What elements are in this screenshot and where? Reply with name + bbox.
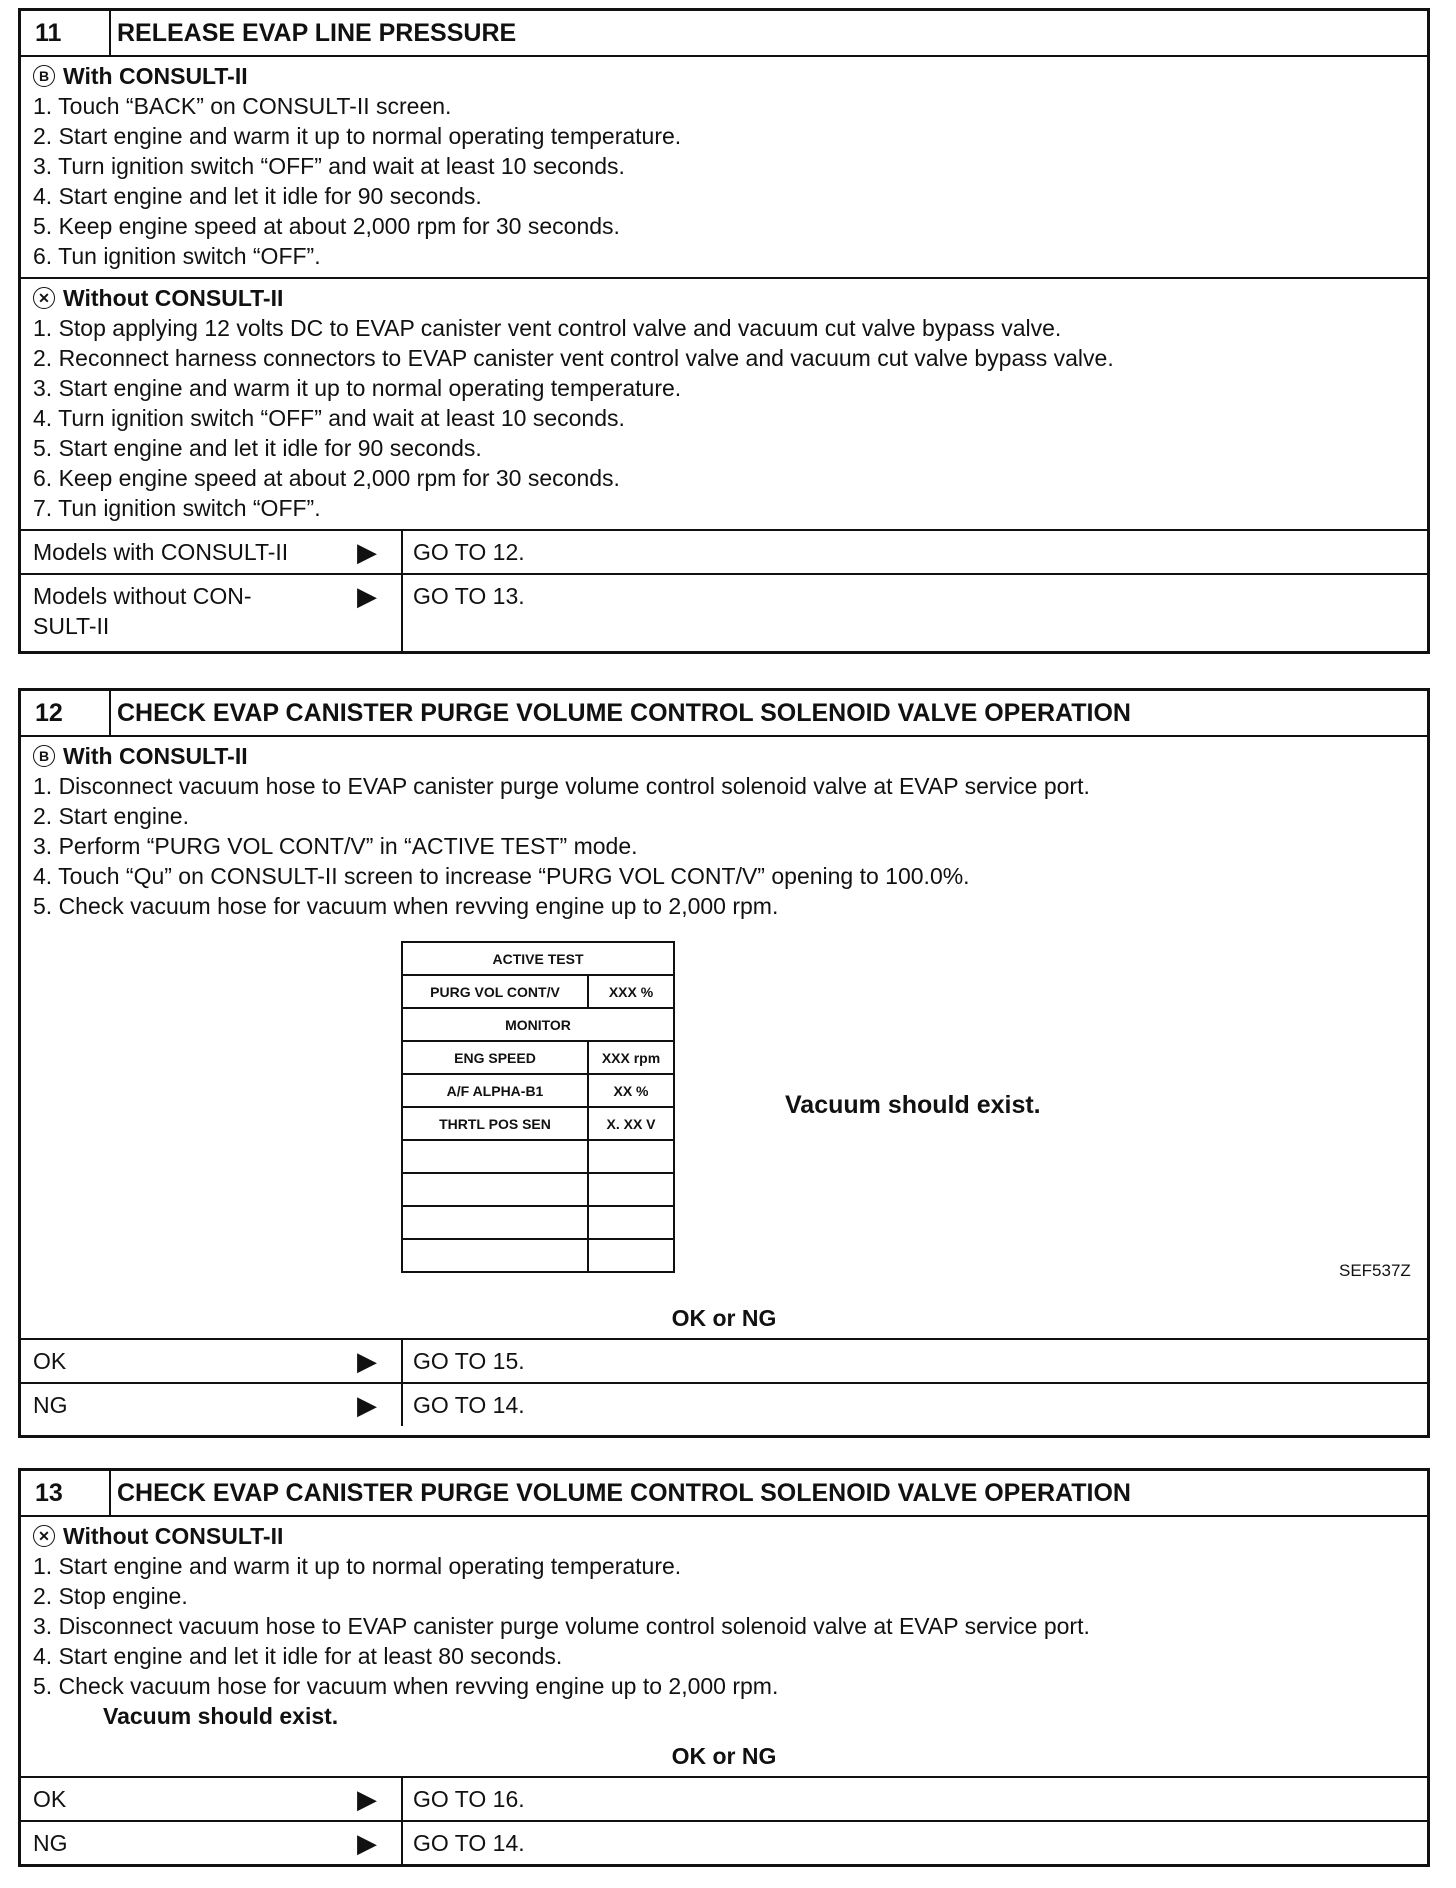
no-tool-icon: ✕ — [33, 1525, 55, 1547]
empty-cell — [588, 1239, 674, 1272]
section-heading-text: With CONSULT-II — [63, 63, 248, 89]
without-consult-section — [21, 277, 1427, 529]
step-title: CHECK EVAP CANISTER PURGE VOLUME CONTROL SOLENOID VALVE OPERATION — [117, 698, 1131, 727]
step-title: CHECK EVAP CANISTER PURGE VOLUME CONTROL SOLENOID VALVE OPERATION — [117, 1478, 1131, 1507]
step-item: 5. Keep engine speed at about 2,000 rpm for 30 seconds. — [33, 213, 620, 239]
step-13-block — [18, 1468, 1430, 1867]
purg-vol-value: XXX % — [588, 975, 674, 1008]
result-action: GO TO 12. — [413, 539, 525, 565]
active-test-label: ACTIVE TEST — [402, 942, 674, 975]
empty-cell — [402, 1173, 588, 1206]
section-heading-text: Without CONSULT-II — [63, 1523, 284, 1549]
step-number: 11 — [21, 11, 111, 55]
result-row — [21, 1338, 1427, 1382]
step-number: 13 — [21, 1471, 111, 1515]
step-item: 1. Disconnect vacuum hose to EVAP canister purge volume control solenoid valve at EVAP service port. — [33, 773, 1090, 799]
step-item: 6. Keep engine speed at about 2,000 rpm for 30 seconds. — [33, 465, 620, 491]
result-row — [21, 1820, 1427, 1864]
monitor-item-value: XXX rpm — [588, 1041, 674, 1074]
step-item: 1. Touch “BACK” on CONSULT-II screen. — [33, 93, 452, 119]
result-action: GO TO 15. — [413, 1348, 525, 1374]
step-item: 4. Touch “Qu” on CONSULT-II screen to increase “PURG VOL CONT/V” opening to 100.0%. — [33, 863, 970, 889]
step-item: 3. Turn ignition switch “OFF” and wait at least 10 seconds. — [33, 153, 625, 179]
empty-cell — [402, 1239, 588, 1272]
section-heading-text: With CONSULT-II — [63, 743, 248, 769]
figure-code: SEF537Z — [1339, 1261, 1411, 1280]
step-item: 4. Start engine and let it idle for 90 seconds. — [33, 183, 482, 209]
step-item: 3. Perform “PURG VOL CONT/V” in “ACTIVE TEST” mode. — [33, 833, 638, 859]
result-condition: NG — [33, 1830, 68, 1856]
monitor-item-value: X. XX V — [588, 1107, 674, 1140]
right-triangle-arrow-icon: ▶ — [357, 581, 377, 611]
result-action: GO TO 16. — [413, 1786, 525, 1812]
monitor-item-label: ENG SPEED — [402, 1041, 588, 1074]
monitor-item-label: THRTL POS SEN — [402, 1107, 588, 1140]
consult-tool-icon: B — [33, 745, 55, 767]
with-consult-heading — [33, 61, 1427, 91]
right-triangle-arrow-icon: ▶ — [357, 1828, 377, 1858]
right-triangle-arrow-icon: ▶ — [357, 537, 377, 567]
purg-vol-label: PURG VOL CONT/V — [402, 975, 588, 1008]
with-consult-section — [21, 57, 1427, 277]
result-row — [21, 1776, 1427, 1820]
figure-note: Vacuum should exist. — [785, 1091, 1041, 1119]
result-action: GO TO 13. — [413, 583, 525, 609]
step-13-header — [21, 1471, 1427, 1517]
with-consult-heading — [33, 741, 1427, 771]
step-item: 3. Start engine and warm it up to normal operating temperature. — [33, 375, 682, 401]
result-condition: Models with CONSULT-II — [33, 539, 289, 565]
result-condition: NG — [33, 1392, 68, 1418]
monitor-item-label: A/F ALPHA-B1 — [402, 1074, 588, 1107]
without-consult-heading — [33, 1521, 1427, 1551]
vacuum-note: Vacuum should exist. — [103, 1703, 339, 1729]
result-condition: OK — [33, 1786, 67, 1812]
step-item: 2. Start engine and warm it up to normal operating temperature. — [33, 123, 682, 149]
monitor-item-value: XX % — [588, 1074, 674, 1107]
step-number: 12 — [21, 691, 111, 735]
without-consult-section — [21, 1517, 1427, 1737]
right-triangle-arrow-icon: ▶ — [357, 1390, 377, 1420]
step-12-block — [18, 688, 1430, 1438]
empty-cell — [588, 1206, 674, 1239]
section-heading-text: Without CONSULT-II — [63, 285, 284, 311]
step-item: 4. Turn ignition switch “OFF” and wait at least 10 seconds. — [33, 405, 625, 431]
no-tool-icon: ✕ — [33, 287, 55, 309]
result-row — [21, 529, 1427, 573]
step-item: 2. Reconnect harness connectors to EVAP canister vent control valve and vacuum cut valve bypass valve. — [33, 345, 1114, 371]
consult-tool-icon: B — [33, 65, 55, 87]
step-title: RELEASE EVAP LINE PRESSURE — [117, 18, 517, 47]
step-item: 5. Start engine and let it idle for 90 seconds. — [33, 435, 482, 461]
step-item: 7. Tun ignition switch “OFF”. — [33, 495, 321, 521]
result-row — [21, 573, 1427, 651]
step-item: 2. Stop engine. — [33, 1583, 188, 1609]
step-item: 4. Start engine and let it idle for at least 80 seconds. — [33, 1643, 563, 1669]
empty-cell — [402, 1206, 588, 1239]
result-condition: OK — [33, 1348, 67, 1374]
step-item: 1. Stop applying 12 volts DC to EVAP canister vent control valve and vacuum cut valve bypass valve. — [33, 315, 1062, 341]
step-11-block — [18, 8, 1430, 654]
ok-or-ng-label: OK or NG — [671, 1305, 777, 1331]
step-item: 5. Check vacuum hose for vacuum when revving engine up to 2,000 rpm. — [33, 893, 779, 919]
result-action: GO TO 14. — [413, 1830, 525, 1856]
empty-cell — [588, 1140, 674, 1173]
right-triangle-arrow-icon: ▶ — [357, 1346, 377, 1376]
step-11-header — [21, 11, 1427, 57]
empty-cell — [588, 1173, 674, 1206]
result-condition: Models without CON- SULT-II — [33, 583, 252, 639]
step-item: 6. Tun ignition switch “OFF”. — [33, 243, 321, 269]
step-item: 5. Check vacuum hose for vacuum when revving engine up to 2,000 rpm. — [33, 1673, 779, 1699]
step-item: 3. Disconnect vacuum hose to EVAP canister purge volume control solenoid valve at EVAP service port. — [33, 1613, 1090, 1639]
ok-or-ng-label: OK or NG — [671, 1743, 777, 1769]
step-item: 2. Start engine. — [33, 803, 189, 829]
result-action: GO TO 14. — [413, 1392, 525, 1418]
empty-cell — [402, 1140, 588, 1173]
monitor-label: MONITOR — [402, 1008, 674, 1041]
consult-active-test-screen — [401, 941, 675, 1273]
with-consult-section — [21, 737, 1427, 927]
step-item: 1. Start engine and warm it up to normal operating temperature. — [33, 1553, 682, 1579]
result-row — [21, 1382, 1427, 1426]
right-triangle-arrow-icon: ▶ — [357, 1784, 377, 1814]
step-12-header — [21, 691, 1427, 737]
without-consult-heading — [33, 283, 1427, 313]
